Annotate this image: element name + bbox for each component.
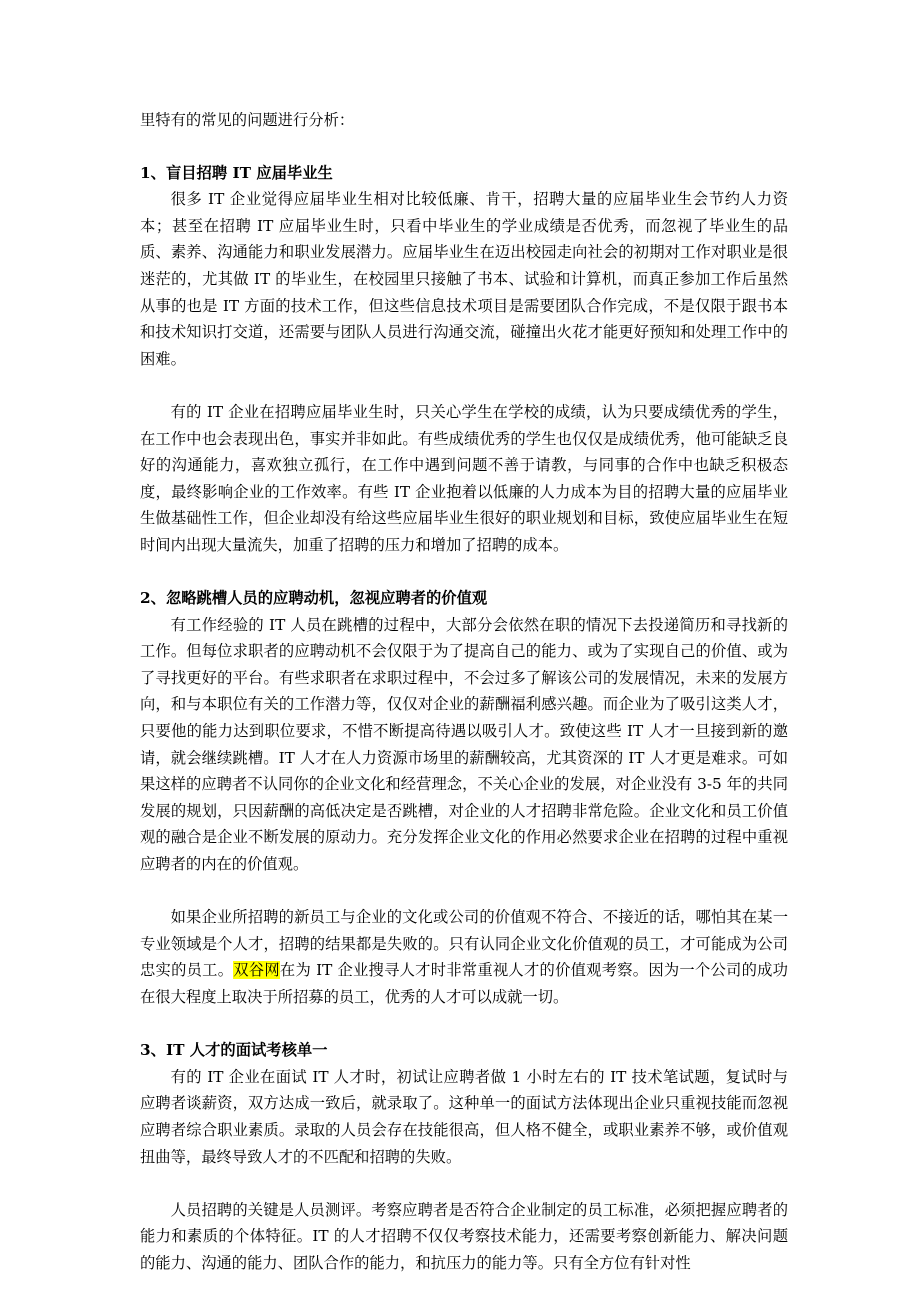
paragraph-gap [140, 559, 788, 586]
paragraph-text-after: 在为 IT 企业搜寻人才时非常重视人才的价值观考察。因为一个公司的成功在很大程度上取决于所招募的员工，优秀的人才可以成就一切。 [140, 961, 788, 1006]
section-1-paragraph-2: 有的 IT 企业在招聘应届毕业生时，只关心学生在学校的成绩，认为只要成绩优秀的学生，在工作中也会表现出色，事实并非如此。有些成绩优秀的学生也仅仅是成绩优秀，他可能缺乏良好的沟通能力，喜欢独立孤行，在工作中遇到问题不善于请教，与同事的合作中也缺乏积极态度，最终影响企业的工作效率。有些 IT 企业抱着以低廉的人力成本为目的招聘大量的应届毕业生做基础性工作，但企业却没有给这些应届毕业生很好的职业规划和目标，致使应届毕业生在短时间内出现大量流失，加重了招聘的压力和增加了招聘的成本。 [140, 402, 788, 554]
paragraph-gap [140, 1170, 788, 1197]
paragraph-gap [140, 1011, 788, 1038]
section-2-heading: 2、忽略跳槽人员的应聘动机，忽视应聘者的价值观 [140, 589, 488, 608]
section-1-heading: 1、盲目招聘 IT 应届毕业生 [140, 163, 333, 182]
section-3-paragraph-1: 有的 IT 企业在面试 IT 人才时，初试让应聘者做 1 小时左右的 IT 技术笔试题，复试时与应聘者谈薪资，双方达成一致后，就录取了。这种单一的面试方法体现出企业只重视技能而忽视应聘者综合职业素质。录取的人员会存在技能很高，但人格不健全，或职业素养不够，或价值观扭曲等，最终导致人才的不匹配和招聘的失败。 [140, 1067, 788, 1166]
paragraph-gap [140, 878, 788, 905]
section-3-heading: 3、IT 人才的面试考核单一 [140, 1041, 328, 1060]
section-1-paragraph-1: 很多 IT 企业觉得应届毕业生相对比较低廉、肯干，招聘大量的应届毕业生会节约人力资本；甚至在招聘 IT 应届毕业生时，只看中毕业生的学业成绩是否优秀，而忽视了毕业生的品质、素养、沟通能力和职业发展潜力。应届毕业生在迈出校园走向社会的初期对工作对职业是很迷茫的，尤其做 IT 的毕业生，在校园里只接触了书本、试验和计算机，而真正参加工作后虽然从事的也是 IT 方面的技术工作，但这些信息技术项目是需要团队合作完成，不是仅限于跟书本和技术知识打交道，还需要与团队人员进行沟通交流，碰撞出火花才能更好预知和处理工作中的困难。 [140, 190, 788, 368]
section-3-paragraph-2: 人员招聘的关键是人员测评。考察应聘者是否符合企业制定的员工标准，必须把握应聘者的能力和素质的个体特征。IT 的人才招聘不仅仅考察技术能力，还需要考察创新能力、解决问题的能力、沟通的能力、团队合作的能力，和抗压力的能力等。只有全方位有针对性 [140, 1200, 788, 1272]
paragraph-text-before: 如果企业所招聘的新员工与企业的文化或公司的价值观不符合、不接近的话，哪怕其在某一专业领域是个人才，招聘的结果都是失败的。只有认同企业文化价值观的员工，才可能成为公司忠实的员工。 [140, 908, 788, 980]
intro-text: 里特有的常见的问题进行分析： [140, 111, 355, 129]
document-page [140, 107, 788, 1277]
section-2-paragraph-1: 有工作经验的 IT 人员在跳槽的过程中，大部分会依然在职的情况下去投递简历和寻找新的工作。但每位求职者的应聘动机不会仅限于为了提高自己的能力、或为了实现自己的价值、或为了寻找更好的平台。有些求职者在求职过程中，不会过多了解该公司的发展情况，未来的发展方向，和与本职位有关的工作潜力等，仅仅对企业的薪酬福利感兴趣。而企业为了吸引这类人才，只要他的能力达到职位要求，不惜不断提高待遇以吸引人才。致使这些 IT 人才一旦接到新的邀请，就会继续跳槽。IT 人才在人力资源市场里的薪酬较高，尤其资深的 IT 人才更是难求。可如果这样的应聘者不认同你的企业文化和经营理念，不关心企业的发展，对企业没有 3-5 年的共同发展的规划，只因薪酬的高低决定是否跳槽，对企业的人才招聘非常危险。企业文化和员工价值观的融合是企业不断发展的原动力。充分发挥企业文化的作用必然要求企业在招聘的过程中重视应聘者的内在的价值观。 [140, 615, 788, 874]
section-2-paragraph-2 [140, 904, 788, 1010]
paragraph-gap [140, 372, 788, 399]
highlighted-brand-link[interactable]: 双谷网 [233, 961, 280, 980]
